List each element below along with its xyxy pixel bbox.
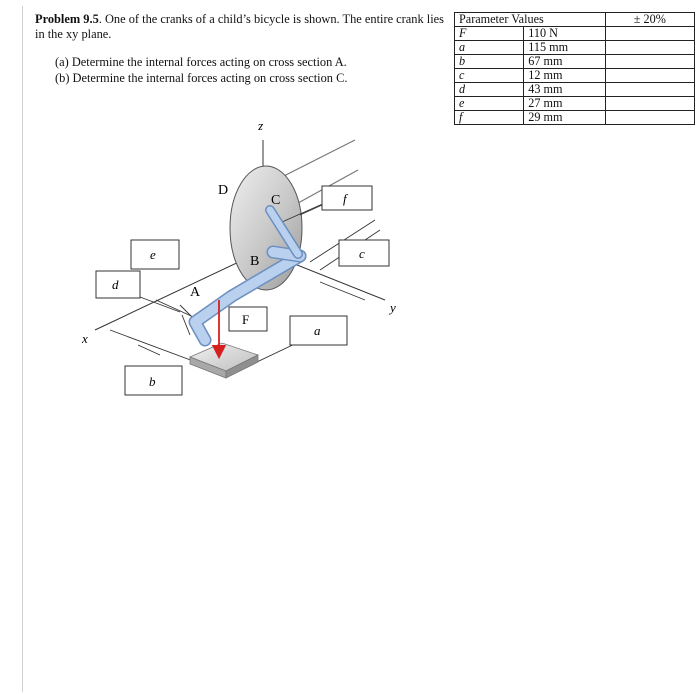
value-cell: 67 mm [524, 55, 605, 69]
x-axis-label: x [82, 331, 88, 346]
dim-b-label: b [149, 374, 156, 389]
value-cell: 115 mm [524, 41, 605, 55]
param-cell: b [455, 55, 524, 69]
label-box-d-dim [96, 271, 140, 298]
value-cell: 12 mm [524, 69, 605, 83]
y-axis-label: y [390, 300, 396, 315]
z-axis-label: z [257, 121, 263, 136]
value-cell: 27 mm [524, 97, 605, 111]
header-tolerance: ± 20% [605, 13, 694, 27]
header-values: Values [511, 12, 544, 26]
value-cell: 29 mm [524, 111, 605, 125]
label-box-c-dim [339, 240, 389, 266]
label-box-b-dim [125, 366, 182, 395]
problem-number: Problem 9.5 [35, 12, 99, 26]
dim-f-label: f [343, 191, 347, 206]
part-a: (a) Determine the internal forces acting on cross section A. [55, 55, 347, 69]
param-cell: f [455, 111, 524, 125]
point-c-label: C [271, 193, 281, 208]
label-box-f-dim [322, 186, 372, 210]
pedal [190, 343, 258, 378]
value-cell: 110 N [524, 27, 605, 41]
point-b-label: B [250, 254, 260, 269]
label-box-e-dim [131, 240, 179, 269]
value-cell: 43 mm [524, 83, 605, 97]
param-cell: c [455, 69, 524, 83]
dim-c-label: c [359, 246, 365, 261]
force-f-label: F [242, 312, 250, 327]
param-cell: d [455, 83, 524, 97]
problem-text: . One of the cranks of a child’s bicycle is shown. The entire crank lies in the xy plane. [35, 12, 445, 41]
dim-d-label: d [112, 277, 119, 292]
param-cell: a [455, 41, 524, 55]
param-cell: F [455, 27, 524, 41]
dim-a-label: a [314, 323, 321, 338]
part-b: (b) Determine the internal forces acting on cross section C. [55, 70, 348, 85]
point-d-label: D [218, 183, 229, 198]
dim-e-label: e [150, 247, 156, 262]
param-cell: e [455, 97, 524, 111]
label-box-a-dim [290, 316, 347, 345]
header-parameter: Parameter [459, 12, 509, 26]
point-a-label: A [190, 285, 201, 300]
label-box-force [229, 307, 267, 331]
